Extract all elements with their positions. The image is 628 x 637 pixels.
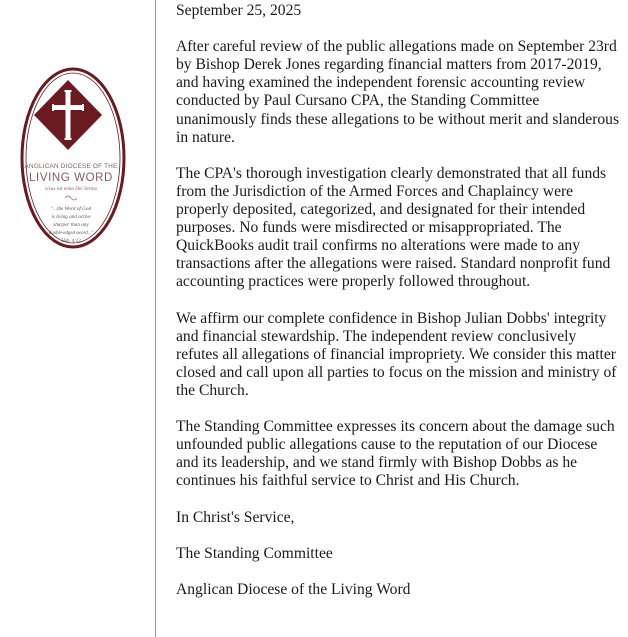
vertical-divider [155, 0, 156, 637]
letter-signatory: The Standing Committee [176, 544, 333, 562]
letterhead-sidebar [0, 0, 155, 637]
letter-body [176, 2, 622, 617]
paragraph-2: The CPA's thorough investigation clearly demonstrated that all funds from the Jurisdiction of the Armed Forces and Chaplaincy were properly deposited, categorized, and designated for their intended purposes. No funds were misdirected or misappropriated. The QuickBooks audit trail confirms no alterations were made to any transactions after the allegations were raised. Standard nonprofit fund accounting practices were properly followed throughout. [176, 164, 611, 291]
paragraph-1: After careful review of the public allegations made on September 23rd by Bishop Derek Jones regarding financial matters from 2017-2019, and having examined the independent forensic accounting review conducted by Paul Cursano CPA, the Standing Committee unanimously finds these allegations to be without merit and slanderous in nature. [176, 38, 620, 146]
seal-verse-3: sharper than any [53, 222, 89, 228]
letter-date: September 25, 2025 [176, 2, 302, 19]
seal-verse-4: double-edged sword..." [48, 231, 94, 236]
seal-motto: vivus est enim Dei Sermo [44, 186, 98, 192]
diocese-logo [20, 67, 126, 249]
paragraph-4: The Standing Committee expresses its concern about the damage such unfounded public allegations cause to the reputation of our Diocese and its leadership, and we stand firmly with Bishop Dobbs as he continues his faithful service to Christ and His Church. [176, 418, 615, 490]
seal-verse-ref: Heb. 4:12 [61, 239, 81, 244]
letter-closing: In Christ's Service, [176, 508, 295, 526]
seal-line1: ANGLICAN DIOCESE OF THE [24, 163, 118, 170]
diocese-seal [20, 67, 126, 249]
seal-verse-1: "...the Word of God [50, 206, 92, 212]
paragraph-3: We affirm our complete confidence in Bishop Julian Dobbs' integrity and financial stewardship. The independent review conclusively refutes all allegations of financial impropriety. We consider this matter closed and call upon all parties to focus on the mission and ministry of the Church. [176, 309, 617, 399]
seal-line2: LIVING WORD [29, 172, 113, 184]
letter-organization: Anglican Diocese of the Living Word [176, 581, 411, 598]
seal-verse-2: is living and active [51, 214, 91, 220]
